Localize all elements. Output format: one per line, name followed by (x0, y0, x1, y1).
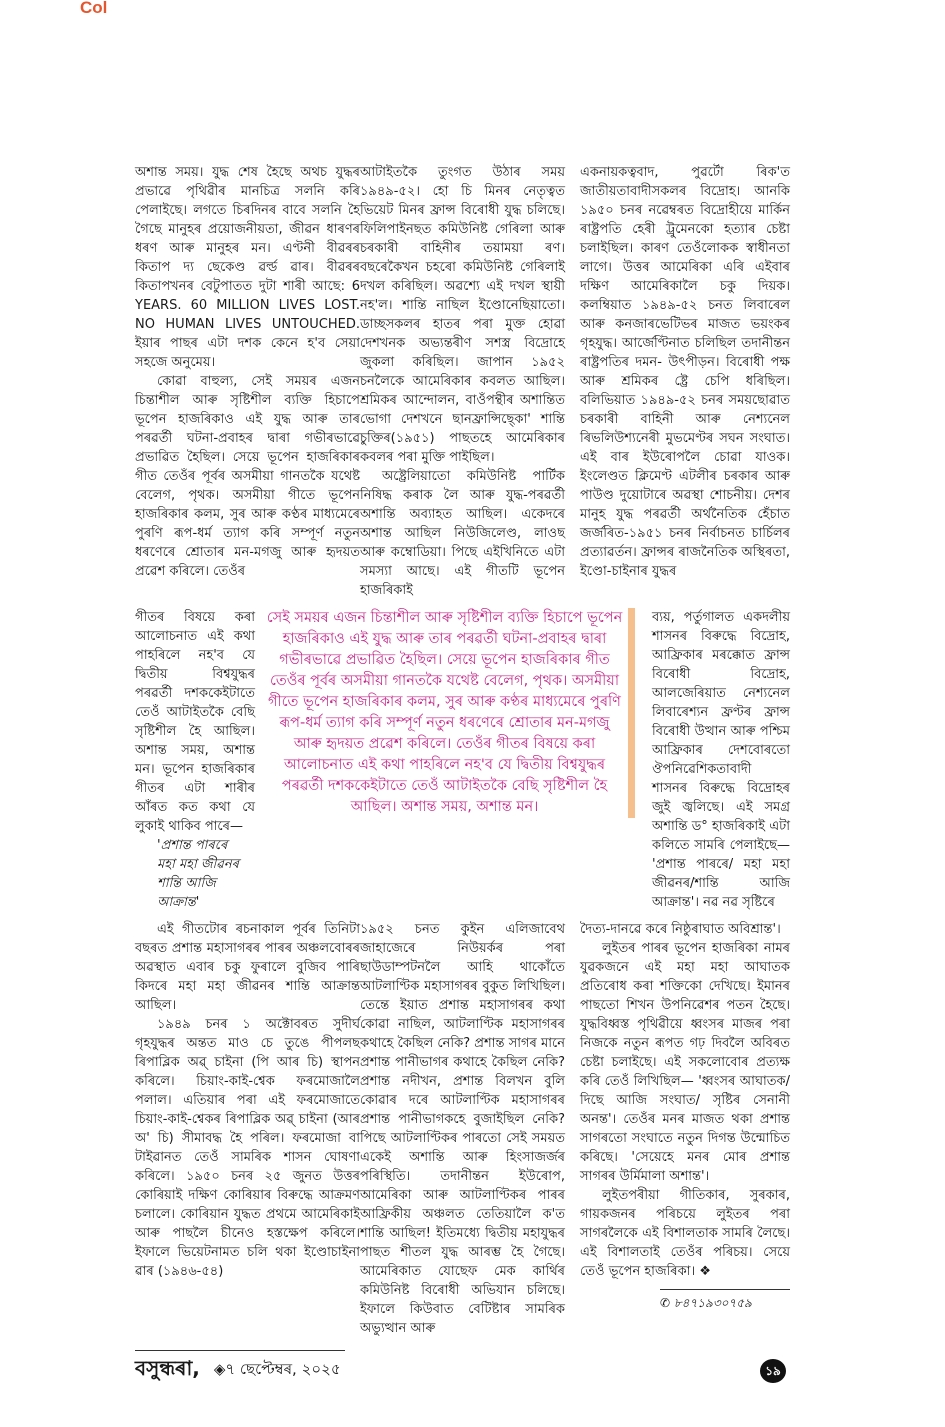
paragraph: এই গীতটোৰ ৰচনাকাল পূৰ্বৰ তিনিটা বছৰত প্ৰশান্ত মহাসাগৰৰ পাৰৰ অঞ্চলবোৰৰ অৱস্থাত এবাৰ চকু ফুৰালে বুজিব পাৰি কিদৰে মহা মহা জীৱনৰ শান্তি আক্ৰান্ত আছিল। (135, 922, 360, 1013)
publication-name: বসুন্ধৰা, (135, 1356, 200, 1380)
poem-line: 'প্ৰশান্ত পাৰৰে (157, 838, 228, 853)
column-1-top (135, 163, 360, 581)
column-1-narrow (135, 608, 255, 912)
paragraph: দৈত্য-দানৱে কৰে নিষ্ঠুৰাঘাত অবিশ্ৰান্ত'। (580, 922, 781, 937)
corner-label: Col (80, 0, 108, 17)
poem-line: আক্ৰান্ত' (157, 895, 200, 910)
pull-quote: সেই সময়ৰ এজন চিন্তাশীল আৰু সৃষ্টিশীল ব্যক্তি হিচাপে ভূপেন হাজৰিকাও এই যুদ্ধ আৰু তাৰ পৰৱৰ্তী ঘটনা-প্ৰবাহৰ দ্বাৰা গভীৰভাৱে প্ৰভাৱিত হৈছিল। সেয়ে ভূপেন হাজৰিকাৰ গীত তেওঁৰ পূৰ্বৰ অসমীয়া গানতকৈ যথেষ্ট বেলেগ, পৃথক। অসমীয়া গীতে ভূপেন হাজৰিকাৰ কলম, সুৰ আৰু কণ্ঠৰ মাধ্যমেৰে পুৰণি ৰূপ-ধৰ্ম ত্যাগ কৰি সম্পূৰ্ণ নতুন ধৰণেৰে শ্ৰোতাৰ মন-মগজু আৰু হৃদয়ত প্ৰৱেশ কৰিলে। তেওঁৰ গীতৰ বিষয়ে কৰা আলোচনাত এই কথা পাহৰিলে নহ'ব যে দ্বিতীয় বিশ্বযুদ্ধৰ পৰৱৰ্তী দশককেইটাতে তেওঁ আটাইতকৈ বেছি সৃষ্টিশীল হৈ আছিল। অশান্ত সময়, অশান্ত মন। (266, 610, 623, 815)
pull-quote-box (265, 608, 635, 818)
column-2-top (360, 163, 565, 600)
divider (660, 1289, 790, 1290)
footer (135, 1350, 790, 1427)
paragraph: ১৯৫২ চনত কুইন এলিজাবেথ জাহাজেৰে নিউয়ৰ্কৰ পৰা ছাউডাম্পটনলৈ আহি থাকোঁতে আটলাণ্টিক মহাসাগৰৰ বুকুত লিখিছিল। তেন্তে ইয়াত প্ৰশান্ত মহাসাগৰৰ কথা কোৱা নাছিল, আটলাণ্টিক মহাসাগৰৰ কথাহে কৈছিল নেকি? প্ৰশান্ত সাগৰ মানে প্ৰশান্ত পানীভাগৰ কথাহে কৈছিল নেকি? প্ৰশান্ত নদীখন, প্ৰশান্ত বিলখন বুলি কোৱাৰ দৰে আটলাণ্টিক মহাসাগৰৰ প্ৰশান্ত পানীভাগকহে বুজাইছিল নেকি? পিছে আটলাণ্টিকৰ পাৰতো সেই সময়ত একেই অশান্তি আৰু হিংসাজৰ্জৰ পৰিস্থিতি। তদানীন্তন ইউৰোপ, আমেৰিকা আৰু আটলাণ্টিকৰ পাৰৰ আফ্ৰিকীয় অঞ্চলত তেতিয়ালৈ ক'ত শান্তি আছিল! ইতিমধ্যে দ্বিতীয় মহাযুদ্ধৰ পাছত শীতল যুদ্ধ আৰম্ভ হৈ গৈছে। আমেৰিকাত যোছেফ মেক কাৰ্থিৰ কমিউনিষ্ট বিৰোধী অভিযান চলিছে। ইফালে কিউবাত বেটিষ্টাৰ সামৰিক অভ্যুত্থান আৰু (360, 922, 565, 1336)
article-body (135, 0, 790, 1338)
paragraph: আটাইতকৈ তুংগত উঠাৰ সময় ১৯৪৯-৫২। হো চি মিনৰ নেতৃত্বত ভিয়েট মিনৰ ফ্ৰান্স বিৰোধী যুদ্ধ চলিছে। ফিলিপাইনছত কমিউনিষ্ট গেৰিলা আৰু চৰকাৰী বাহিনীৰ তয়াময়া ৰণ। বছৰেকৈখন চহৰো কমিউনিষ্ট গেৰিলাই দখল কৰিছিল। অৱশ্যে এই দখল স্থায়ী নহ'ল। শান্তি নাছিল ইণ্ডোনেছিয়াতো। ডাচ্ছসকলৰ হাতৰ পৰা মুক্ত হোৱা দেশখনক অভ্যন্তৰীণ সশস্ত্ৰ বিদ্ৰোহে জুকলা কৰিছিল। জাপান ১৯৫২ চনলৈকে আমেৰিকাৰ কবলত আছিল। শ্ৰমিকৰ আন্দোলন, বাওঁপন্থীৰ অশান্তিত ভোগা দেশখনে ছানফ্ৰান্সিছ্কো' শান্তি চুক্তিৰ(১৯৫১) পাছতহে আমেৰিকাৰ কবলৰ পৰা মুক্তি পাইছিল। (360, 165, 565, 465)
poem-line: মহা মহা জীৱনৰ (157, 857, 239, 872)
page-number: ১৯ (760, 1359, 786, 1383)
author-phone: ✆ ৮৪৭১৯৩০৭৫৯ (660, 1296, 752, 1310)
paragraph: অশান্ত সময়। যুদ্ধ শেষ হৈছে অথচ যুদ্ধৰ প্ৰভাৱে পৃথিৱীৰ মানচিত্ৰ সলনি কৰি পেলাইছে। লগতে চিৰদিনৰ বাবে সলনি হৈ গৈছে মানুহৰ প্ৰয়োজনীয়তা, জীৱন ধাৰণৰ ধৰণ আৰু মানুহৰ মন। এণ্টনী বীৱৰৰ কিতাপ দ্য ছেকেণ্ড ৱৰ্ল্ড ৱাৰ। বীৱৰৰ কিতাপখনৰ বেটুপাতত দুটা শাৰী আছে: 6 YEARS. 60 MILLION LIVES LOST. NO HUMAN LIVES UNTOUCHED. ইয়াৰ পাছৰ এটা দশক কেনে হ'ব সেয়া সহজে অনুমেয়। (135, 165, 360, 370)
column-3-bottom (580, 920, 790, 1313)
paragraph: অষ্ট্ৰেলিয়াতো কমিউনিষ্ট পাৰ্টিক নিষিদ্ধ কৰাক লৈ আৰু যুদ্ধ-পৰৱৰ্তী অশান্তি অব্যাহত আছিল। একেদৰে অশান্ত আছিল নিউজিলেণ্ড, লাওছ আৰু কম্বোডিয়া। পিছে এইখিনিতে এটা সমস্যা আছে। এই গীতটি ভূপেন হাজৰিকাই (360, 469, 565, 598)
paragraph: লুইতপৰীয়া গীতিকাৰ, সুৰকাৰ, গায়কজনৰ পৰিচয়ে লুইতৰ পৰা সাগৰলৈকে এই বিশালতাক সামৰি লৈছে। এই বিশালতাই তেওঁৰ পৰিচয়। সেয়ে তেওঁ ভূপেন হাজৰিকা। ❖ (580, 1188, 790, 1279)
column-1-bottom (135, 920, 360, 1281)
column-3-narrow (652, 608, 790, 912)
paragraph: গীতৰ বিষয়ে কৰা আলোচনাত এই কথা পাহৰিলে নহ'ব যে দ্বিতীয় বিশ্বযুদ্ধৰ পৰৱৰ্তী দশককেইটাতে তেওঁ আটাইতকৈ বেছি সৃষ্টিশীল হৈ আছিল। অশান্ত সময়, অশান্ত মন। ভূপেন হাজৰিকাৰ গীতৰ এটা শাৰীৰ আঁৰত কত কথা যে লুকাই থাকিব পাৰে— (135, 610, 255, 834)
paragraph: ১৯৪৯ চনৰ ১ অক্টোবৰত সুদীৰ্ঘ গৃহযুদ্ধৰ অন্তত মাও চে তুঙে পীপলছ ৰিপাব্লিক অৱ্ চাইনা (পি আৰ চি) স্থাপন কৰিলে। চিয়াং-কাই-শ্বেক ফৰমোজালৈ পলাল। এতিয়াৰ পৰা এই ফৰমোজাতে চিয়াং-কাই-শ্বেকৰ ৰিপাব্লিক অৱ্ চাইনা (আৰ অ' চি) সীমাবদ্ধ হৈ পৰিল। ফৰমোজা বা টাইৱানত তেওঁ সামৰিক শাসন ঘোষণা কৰিলে। ১৯৫০ চনৰ ২৫ জুনত উত্তৰ কোৰিয়াই দক্ষিণ কোৰিয়াৰ বিৰুদ্ধে আক্ৰমণ চলালে। কোৰিয়ান যুদ্ধত প্ৰথমে আমেৰিকাই আৰু পাছলৈ চীনেও হস্তক্ষেপ কৰিলে। ইফালে ভিয়েটনামত চলি থকা ইণ্ডোচাইনা ৱাৰ (১৯৪৬-৫৪) (135, 1017, 360, 1279)
paragraph: কোৱা বাহুল্য, সেই সময়ৰ এজন চিন্তাশীল আৰু সৃষ্টিশীল ব্যক্তি হিচাপে ভূপেন হাজৰিকাও এই যুদ্ধ আৰু তাৰ পৰৱৰ্তী ঘটনা-প্ৰবাহৰ দ্বাৰা গভীৰভাৱে প্ৰভাৱিত হৈছিল। সেয়ে ভূপেন হাজৰিকাৰ গীত তেওঁৰ পূৰ্বৰ অসমীয়া গানতকৈ যথেষ্ট বেলেগ, পৃথক। অসমীয়া গীতে ভূপেন হাজৰিকাৰ কলম, সুৰ আৰু কণ্ঠৰ মাধ্যমেৰে পুৰণি ৰূপ-ধৰ্ম ত্যাগ কৰি সম্পূৰ্ণ নতুন ধৰণেৰে শ্ৰোতাৰ মন-মগজু আৰু হৃদয়ত প্ৰৱেশ কৰিলে। তেওঁৰ (135, 374, 360, 579)
poem-line: শান্তি আজি (157, 876, 216, 891)
publication-date: ◈৭ ছেপ্টেম্বৰ, ২০২৫ (213, 1360, 341, 1378)
footer-divider (135, 1350, 345, 1351)
paragraph: লুইতৰ পাৰৰ ভূপেন হাজৰিকা নামৰ যুৱকজনে এই মহা মহা আঘাতক প্ৰতিৰোধ কৰা শক্তিকো দেখিছে। ইমানৰ পাছতো শিখন উপনিৱেশৰ পতন হৈছে। যুদ্ধবিধ্বস্ত পৃথিৱীয়ে ধ্বংসৰ মাজৰ পৰা নিজকে নতুন ৰূপত গঢ় দিবলৈ অবিৰত চেষ্টা চলাইছে। এই সকলোবোৰ প্ৰত্যক্ষ কৰি তেওঁ লিখিছিল— 'ধ্বংসৰ আঘাতক/ দিছে আজি সংঘাত/ সৃষ্টিৰ সেনানী অনন্ত'। তেওঁৰ মনৰ মাজত থকা প্ৰশান্ত সাগৰতো সংঘাতে নতুন দিগন্ত উন্মোচিত কৰিছে। 'সেয়েহে মনৰ মোৰ প্ৰশান্ত সাগৰৰ উৰ্মিমালা অশান্ত'। (580, 941, 790, 1184)
paragraph: একনায়কত্ববাদ, পুৱৰ্টো ৰিক'ত জাতীয়তাবাদীসকলৰ বিদ্ৰোহ। আনকি ১৯৫০ চনৰ নৱেম্বৰত বিদ্ৰোহীয়ে মাৰ্কিন ৰাষ্ট্ৰপতি হেৰী ট্ৰুমেনকো হত্যাৰ চেষ্টা চলাইছিল। কাৰণ তেওঁলোকক স্বাধীনতা লাগে। উত্তৰ আমেৰিকা এৰি এইবাৰ দক্ষিণ আমেৰিকালৈ চকু দিয়ক। কলম্বিয়াত ১৯৪৯-৫২ চনত লিবাৰেল আৰু কনজাৰভেটিভৰ মাজত ভয়ংকৰ গৃহযুদ্ধ। আৰ্জেণ্টিনাত চলিছিল তদানীন্তন ৰাষ্ট্ৰপতিৰ দমন- উৎপীড়ন। বিৰোধী পক্ষ আৰু শ্ৰমিকৰ ষ্ট্ৰে চেপি ধৰিছিল। বলিভিয়াত ১৯৪৯-৫২ চনৰ সময়ছোৱাত চৰকাৰী বাহিনী আৰু নেশ্যনেল ৰিভলিউশ্যনেৰী মুভমেণ্টৰ সঘন সংঘাত। এই বাৰ ইউৰোপলৈ চোৱা যাওক। ইংলেণ্ডত ক্লিমেণ্ট এটলীৰ চৰকাৰ আৰু পাউণ্ড দুয়োটাৰে অৱস্থা শোচনীয়। দেশৰ মানুহ যুদ্ধ পৰৱৰ্তী অৰ্থনৈতিক হেঁচাত জৰ্জৰিত-১৯৫১ চনৰ নিৰ্বাচনত চাৰ্চিলৰ প্ৰত্যাৱৰ্তন। ফ্ৰান্সৰ ৰাজনৈতিক অস্থিৰতা, ইণ্ডো-চাইনাৰ যুদ্ধৰ (580, 165, 790, 579)
poem-quote (135, 836, 255, 912)
pull-quote-bar (628, 608, 635, 818)
column-2-bottom (360, 920, 565, 1338)
paragraph: ব্যয়, পৰ্তুগালত একদলীয় শাসনৰ বিৰুদ্ধে বিদ্ৰোহ, আফ্ৰিকাৰ মৰক্কোত ফ্ৰান্স বিৰোধী বিদ্ৰোহ, আলজেৰিয়াত নেশ্যনেল লিবাৰেশ্যন ফ্ৰণ্টৰ ফ্ৰান্স বিৰোধী উত্থান আৰু পশ্চিম আফ্ৰিকাৰ দেশবোৰতো ঔপনিৱেশিকতাবাদী শাসনৰ বিৰুদ্ধে বিদ্ৰোহৰ জুই জ্বলিছে। এই সমগ্ৰ অশান্তি ড° হাজৰিকাই এটা কলিতে সামৰি পেলাইছে— 'প্ৰশান্ত পাৰৰে/ মহা মহা জীৱনৰ/শান্তি আজি আক্ৰান্ত'। নৱ নৱ সৃষ্টিৰে (652, 610, 790, 910)
column-3-top (580, 163, 790, 581)
footer-row (135, 1354, 790, 1387)
